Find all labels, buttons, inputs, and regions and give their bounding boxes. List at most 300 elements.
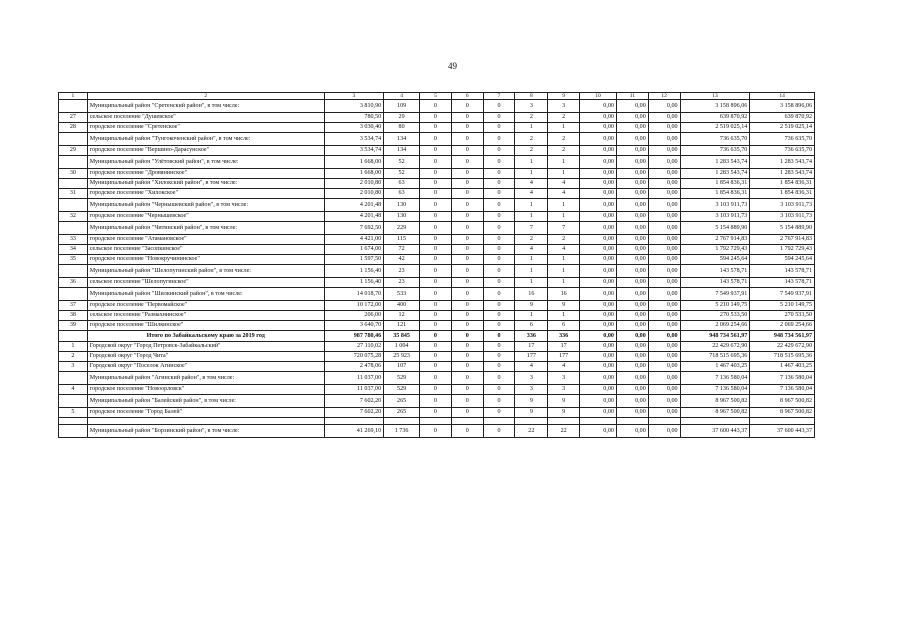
value-cell: 0 [451, 425, 483, 438]
value-cell: 987 780,46 [324, 331, 383, 342]
value-cell: 0,00 [648, 342, 680, 352]
municipality-name-cell: городское поселение "Сретенское" [87, 123, 324, 133]
value-cell: 0,00 [648, 331, 680, 342]
value-cell: 143 578,71 [750, 278, 815, 288]
value-cell: 2 [548, 235, 580, 245]
value-cell: 0 [451, 362, 483, 372]
value-cell: 0,00 [580, 235, 617, 245]
value-cell: 177 [548, 352, 580, 362]
value-cell: 22 [548, 425, 580, 438]
value-cell: 63 [384, 179, 420, 189]
value-cell: 0,00 [616, 123, 648, 133]
value-cell: 7 [515, 222, 548, 235]
municipality-name-cell: городское поселение "Новоорловск" [87, 385, 324, 395]
value-cell: 0 [451, 212, 483, 222]
value-cell: 0 [483, 372, 515, 385]
value-cell: 0 [420, 265, 452, 278]
value-cell: 0,00 [580, 372, 617, 385]
value-cell: 0 [451, 408, 483, 418]
value-cell: 270 533,50 [680, 311, 750, 321]
value-cell: 639 870,92 [680, 113, 750, 123]
value-cell: 5 210 149,75 [680, 301, 750, 311]
table-row [59, 189, 815, 199]
value-cell: 0,00 [616, 278, 648, 288]
value-cell: 3 103 911,73 [680, 212, 750, 222]
value-cell: 0,00 [616, 352, 648, 362]
value-cell: 12 [384, 311, 420, 321]
value-cell: 9 [515, 301, 548, 311]
value-cell: 3 [548, 385, 580, 395]
value-cell: 1 [515, 278, 548, 288]
value-cell: 0,00 [580, 189, 617, 199]
value-cell: 4 [515, 362, 548, 372]
value-cell: 0,00 [648, 288, 680, 301]
table-row [59, 311, 815, 321]
value-cell: 0 [420, 169, 452, 179]
value-cell: 107 [384, 362, 420, 372]
value-cell: 736 635,70 [680, 133, 750, 146]
value-cell: 3 [515, 100, 548, 113]
row-number-cell [59, 199, 88, 212]
value-cell: 0,00 [648, 189, 680, 199]
value-cell: 0,00 [648, 169, 680, 179]
municipality-name-cell: Муниципальный район "Борзинский район", в том числе: [87, 425, 324, 438]
value-cell: 948 734 561,97 [750, 331, 815, 342]
value-cell: 0 [420, 235, 452, 245]
municipality-name-cell: городское поселение "Чернышевское" [87, 212, 324, 222]
table-row [59, 395, 815, 408]
data-table [58, 92, 815, 438]
municipality-name-cell: городское поселение "Атамановское" [87, 235, 324, 245]
municipality-name-cell: Муниципальный район "Улётовский район", в том числе: [87, 156, 324, 169]
value-cell: 8 967 500,82 [680, 395, 750, 408]
value-cell: 1 668,00 [324, 156, 383, 169]
value-cell: 4 [548, 189, 580, 199]
value-cell: 0 [420, 288, 452, 301]
value-cell: 0 [451, 321, 483, 331]
value-cell: 1 674,00 [324, 245, 383, 255]
row-number-cell [59, 133, 88, 146]
value-cell: 0 [420, 199, 452, 212]
value-cell: 1 597,50 [324, 255, 383, 265]
value-cell: 1 283 543,74 [680, 169, 750, 179]
column-number-cell: 10 [580, 93, 617, 100]
value-cell: 130 [384, 212, 420, 222]
municipality-name-cell: городское поселение "Первомайское" [87, 301, 324, 311]
table-row [59, 321, 815, 331]
value-cell: 16 [515, 288, 548, 301]
table-row [59, 342, 815, 352]
value-cell: 0 [451, 245, 483, 255]
value-cell: 1 [515, 311, 548, 321]
value-cell: 0 [420, 342, 452, 352]
value-cell: 0 [451, 278, 483, 288]
value-cell: 0 [420, 362, 452, 372]
row-number-cell: 30 [59, 169, 88, 179]
municipality-name-cell: сельское поселение "Размахнинское" [87, 311, 324, 321]
value-cell: 0 [483, 342, 515, 352]
value-cell: 0 [483, 425, 515, 438]
municipality-name-cell: городское поселение "Город Балей" [87, 408, 324, 418]
municipality-name-cell: Муниципальный район "Шелопугинский район", в том числе: [87, 265, 324, 278]
value-cell: 7 602,20 [324, 395, 383, 408]
value-cell: 7 136 580,04 [750, 385, 815, 395]
municipality-name-cell: Городской округ "Город Петровск-Забайкальский" [87, 342, 324, 352]
value-cell: 0 [451, 311, 483, 321]
value-cell: 229 [384, 222, 420, 235]
value-cell: 9 [515, 408, 548, 418]
value-cell: 3 103 911,73 [750, 199, 815, 212]
value-cell: 1 [548, 255, 580, 265]
value-cell: 2 069 254,66 [750, 321, 815, 331]
row-number-cell: 5 [59, 408, 88, 418]
value-cell: 0 [483, 245, 515, 255]
value-cell: 0 [483, 311, 515, 321]
value-cell: 0 [420, 222, 452, 235]
value-cell: 9 [548, 395, 580, 408]
value-cell: 35 845 [384, 331, 420, 342]
municipality-name-cell: Муниципальный район "Чернышевский район", в том числе: [87, 199, 324, 212]
value-cell: 0 [483, 113, 515, 123]
municipality-name-cell: Городской округ "Город Чита" [87, 352, 324, 362]
value-cell: 0 [483, 385, 515, 395]
value-cell: 130 [384, 199, 420, 212]
municipality-name-cell: Муниципальный район "Шилкинский район", в том числе: [87, 288, 324, 301]
value-cell: 3 158 896,06 [680, 100, 750, 113]
value-cell: 0 [420, 301, 452, 311]
municipality-name-cell: городское поселение "Шилкинское" [87, 321, 324, 331]
table-row [59, 156, 815, 169]
value-cell: 0 [483, 235, 515, 245]
value-cell: 23 [384, 265, 420, 278]
column-number-cell: 12 [648, 93, 680, 100]
value-cell: 0 [451, 123, 483, 133]
table-row [59, 169, 815, 179]
value-cell: 0 [451, 113, 483, 123]
table-row [59, 222, 815, 235]
value-cell: 0,00 [648, 212, 680, 222]
value-cell: 0,00 [580, 113, 617, 123]
value-cell: 529 [384, 385, 420, 395]
value-cell: 2 [515, 235, 548, 245]
value-cell: 0 [420, 352, 452, 362]
value-cell: 52 [384, 156, 420, 169]
value-cell: 3 810,90 [324, 100, 383, 113]
value-cell: 0 [483, 146, 515, 156]
value-cell: 1 [548, 199, 580, 212]
value-cell: 0 [420, 395, 452, 408]
value-cell: 72 [384, 245, 420, 255]
value-cell: 0,00 [616, 362, 648, 372]
municipality-name-cell: городское поселение "Дровянинское" [87, 169, 324, 179]
value-cell: 80 [384, 123, 420, 133]
value-cell [648, 418, 680, 425]
value-cell: 0,00 [616, 245, 648, 255]
value-cell: 0,00 [648, 425, 680, 438]
value-cell: 0 [451, 255, 483, 265]
value-cell: 0,00 [580, 288, 617, 301]
row-number-cell: 31 [59, 189, 88, 199]
value-cell: 0,00 [648, 255, 680, 265]
value-cell: 8 967 500,82 [750, 408, 815, 418]
value-cell: 0 [420, 331, 452, 342]
value-cell: 736 635,70 [750, 146, 815, 156]
value-cell: 0,00 [616, 331, 648, 342]
value-cell: 0,00 [580, 352, 617, 362]
value-cell: 0 [451, 395, 483, 408]
value-cell: 0 [451, 372, 483, 385]
value-cell: 265 [384, 395, 420, 408]
value-cell: 0,00 [648, 100, 680, 113]
row-number-cell [59, 395, 88, 408]
value-cell: 1 736 [384, 425, 420, 438]
value-cell: 0 [483, 352, 515, 362]
value-cell: 0,00 [580, 255, 617, 265]
value-cell: 1 792 729,43 [680, 245, 750, 255]
row-number-cell: 34 [59, 245, 88, 255]
value-cell: 0,00 [616, 395, 648, 408]
value-cell: 3 158 896,06 [750, 100, 815, 113]
value-cell: 736 635,70 [680, 146, 750, 156]
value-cell [580, 418, 617, 425]
table-row [59, 235, 815, 245]
municipality-name-cell: городское поселение "Новокручининское" [87, 255, 324, 265]
table-row [59, 179, 815, 189]
value-cell: 0,00 [616, 372, 648, 385]
municipality-name-cell: сельское поселение "Шелопугинское" [87, 278, 324, 288]
value-cell: 11 037,00 [324, 385, 383, 395]
value-cell: 1 [515, 169, 548, 179]
row-number-cell [59, 425, 88, 438]
row-number-cell: 33 [59, 235, 88, 245]
row-number-cell [59, 331, 88, 342]
table-row [59, 199, 815, 212]
value-cell: 1 [515, 265, 548, 278]
table-row [59, 278, 815, 288]
value-cell: 0 [483, 255, 515, 265]
value-cell: 0,00 [616, 100, 648, 113]
value-cell: 0,00 [648, 278, 680, 288]
value-cell: 639 870,92 [750, 113, 815, 123]
value-cell: 0 [420, 133, 452, 146]
row-number-cell: 2 [59, 352, 88, 362]
value-cell: 0,00 [648, 235, 680, 245]
value-cell: 0,00 [648, 265, 680, 278]
value-cell: 1 [515, 123, 548, 133]
value-cell: 134 [384, 146, 420, 156]
value-cell: 27 110,02 [324, 342, 383, 352]
value-cell: 1 [515, 212, 548, 222]
value-cell [420, 418, 452, 425]
value-cell: 2 010,80 [324, 189, 383, 199]
value-cell: 1 [548, 123, 580, 133]
value-cell: 0,00 [580, 321, 617, 331]
value-cell: 4 201,48 [324, 199, 383, 212]
value-cell: 1 [548, 311, 580, 321]
value-cell: 0,00 [580, 265, 617, 278]
value-cell: 0 [483, 408, 515, 418]
value-cell: 2 767 914,83 [750, 235, 815, 245]
municipality-name-cell: Городской округ "Поселок Агинское" [87, 362, 324, 372]
value-cell [384, 418, 420, 425]
municipality-name-cell: Муниципальный район "Балейский район", в том числе: [87, 395, 324, 408]
value-cell: 22 429 672,90 [750, 342, 815, 352]
value-cell: 948 734 561,97 [680, 331, 750, 342]
value-cell: 270 533,50 [750, 311, 815, 321]
municipality-name-cell: сельское поселение "Засопкинское" [87, 245, 324, 255]
value-cell: 0,00 [616, 199, 648, 212]
row-number-cell: 32 [59, 212, 88, 222]
value-cell: 0 [420, 212, 452, 222]
value-cell: 0,00 [616, 146, 648, 156]
value-cell: 0,00 [580, 385, 617, 395]
value-cell: 0,00 [648, 385, 680, 395]
value-cell: 7 136 580,04 [680, 372, 750, 385]
value-cell: 0 [451, 156, 483, 169]
value-cell: 5 154 889,90 [750, 222, 815, 235]
value-cell: 0 [483, 301, 515, 311]
value-cell: 17 [515, 342, 548, 352]
row-number-cell: 28 [59, 123, 88, 133]
value-cell: 0,00 [580, 199, 617, 212]
table-row [59, 408, 815, 418]
row-number-cell: 35 [59, 255, 88, 265]
municipality-name-cell: городское поселение "Хилокское" [87, 189, 324, 199]
table-row [59, 385, 815, 395]
value-cell: 0 [451, 133, 483, 146]
value-cell: 4 201,48 [324, 212, 383, 222]
value-cell: 0,00 [648, 362, 680, 372]
value-cell: 1 [548, 265, 580, 278]
value-cell: 0,00 [580, 133, 617, 146]
column-number-cell: 9 [548, 93, 580, 100]
value-cell: 1 668,00 [324, 169, 383, 179]
value-cell: 1 467 403,25 [750, 362, 815, 372]
row-number-cell [59, 418, 88, 425]
value-cell: 16 [548, 288, 580, 301]
value-cell: 0,00 [648, 311, 680, 321]
value-cell: 0 [483, 199, 515, 212]
value-cell: 3 [548, 372, 580, 385]
value-cell: 0 [451, 100, 483, 113]
value-cell: 0 [451, 222, 483, 235]
value-cell: 0,00 [580, 278, 617, 288]
municipality-name-cell: Муниципальный район "Хилокский район", в том числе: [87, 179, 324, 189]
table-row [59, 372, 815, 385]
value-cell: 0,00 [616, 311, 648, 321]
value-cell: 0,00 [580, 311, 617, 321]
value-cell: 3 103 911,73 [680, 199, 750, 212]
value-cell: 0,00 [648, 123, 680, 133]
value-cell: 4 421,00 [324, 235, 383, 245]
value-cell: 2 [548, 146, 580, 156]
value-cell: 1 283 543,74 [750, 169, 815, 179]
value-cell: 3 534,74 [324, 146, 383, 156]
value-cell: 134 [384, 133, 420, 146]
value-cell: 0,00 [580, 425, 617, 438]
value-cell: 529 [384, 372, 420, 385]
value-cell: 533 [384, 288, 420, 301]
value-cell: 1 792 729,43 [750, 245, 815, 255]
value-cell: 0,00 [648, 321, 680, 331]
value-cell: 0 [483, 133, 515, 146]
row-number-cell: 36 [59, 278, 88, 288]
value-cell: 1 156,40 [324, 278, 383, 288]
value-cell: 0,00 [616, 113, 648, 123]
value-cell: 0,00 [616, 255, 648, 265]
value-cell: 0,00 [580, 301, 617, 311]
value-cell: 0 [420, 408, 452, 418]
value-cell: 7 692,50 [324, 222, 383, 235]
value-cell: 9 [515, 395, 548, 408]
municipality-name-cell: Муниципальный район "Агинский район", в том числе: [87, 372, 324, 385]
column-number-cell: 1 [59, 93, 88, 100]
column-number-cell: 4 [384, 93, 420, 100]
row-number-cell [59, 156, 88, 169]
municipality-name-cell [87, 418, 324, 425]
value-cell: 0 [420, 146, 452, 156]
value-cell [616, 418, 648, 425]
table-row [59, 245, 815, 255]
value-cell: 0 [483, 156, 515, 169]
value-cell: 2 519 025,14 [680, 123, 750, 133]
value-cell: 7 136 580,04 [750, 372, 815, 385]
value-cell: 0 [451, 189, 483, 199]
value-cell: 1 854 836,31 [680, 189, 750, 199]
value-cell: 0,00 [648, 245, 680, 255]
value-cell: 121 [384, 321, 420, 331]
value-cell: 0,00 [648, 146, 680, 156]
value-cell: 0 [451, 199, 483, 212]
value-cell: 0 [420, 189, 452, 199]
value-cell: 109 [384, 100, 420, 113]
value-cell: 0,00 [616, 321, 648, 331]
value-cell: 1 004 [384, 342, 420, 352]
value-cell: 0 [420, 245, 452, 255]
value-cell: 37 600 443,37 [680, 425, 750, 438]
municipality-name-cell: сельское поселение "Душевское" [87, 113, 324, 123]
table-row [59, 255, 815, 265]
column-number-cell: 8 [515, 93, 548, 100]
total-row [59, 331, 815, 342]
value-cell: 7 602,20 [324, 408, 383, 418]
value-cell: 2 [548, 113, 580, 123]
value-cell: 0,00 [648, 133, 680, 146]
column-number-cell: 14 [750, 93, 815, 100]
value-cell: 0,00 [648, 179, 680, 189]
value-cell: 3 103 911,73 [750, 212, 815, 222]
value-cell: 0 [451, 235, 483, 245]
value-cell: 7 136 580,04 [680, 385, 750, 395]
row-number-cell [59, 265, 88, 278]
value-cell: 0 [483, 189, 515, 199]
value-cell: 0,00 [616, 169, 648, 179]
value-cell: 0,00 [648, 222, 680, 235]
value-cell: 9 [548, 408, 580, 418]
value-cell: 0 [451, 331, 483, 342]
value-cell: 0,00 [616, 179, 648, 189]
value-cell: 6 [548, 321, 580, 331]
row-number-cell: 1 [59, 342, 88, 352]
value-cell: 0,00 [580, 245, 617, 255]
value-cell: 0 [483, 321, 515, 331]
value-cell: 0 [451, 352, 483, 362]
value-cell: 0 [483, 212, 515, 222]
table-row [59, 352, 815, 362]
value-cell: 0 [420, 156, 452, 169]
value-cell: 0,00 [580, 123, 617, 133]
value-cell: 0 [420, 385, 452, 395]
